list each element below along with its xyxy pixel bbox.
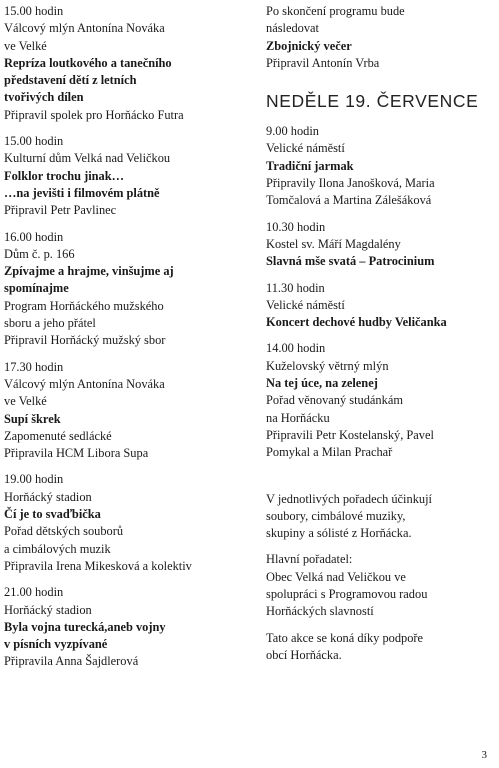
note-organizer <box>266 551 496 620</box>
event-title: Folklor trochu jinak… <box>4 168 125 183</box>
event-note: Po skončení programu bude <box>266 4 405 18</box>
event-organizer: Připravila HCM Libora Supa <box>4 446 149 461</box>
event-place: Horňácký stadion <box>4 602 92 617</box>
event-time: 19.00 hodin <box>4 472 64 487</box>
note-line: soubory, cimbálové muziky, <box>266 508 406 523</box>
event-description: a cimbálových muzik <box>4 541 111 556</box>
event-time: 14.00 hodin <box>266 341 326 356</box>
note-line: skupiny a sólisté z Horňácka. <box>266 526 412 541</box>
event-place: Kulturní dům Velká nad Veličkou <box>4 151 171 166</box>
event-place: ve Velké <box>4 394 47 409</box>
event-place: Horňácký stadion <box>4 489 92 504</box>
event-organizer: Připravila Irena Mikesková a kolektiv <box>4 558 192 573</box>
event-title: v písních vyzpívané <box>4 637 108 652</box>
event-time: 15.00 hodin <box>4 4 64 18</box>
event-2 <box>4 133 259 219</box>
event-organizer: Připravily Ilona Janošková, Maria <box>266 176 435 191</box>
note-performers <box>266 491 496 543</box>
event-time: 9.00 hodin <box>266 124 320 139</box>
event-6 <box>4 584 259 670</box>
event-place: Kostel sv. Máří Magdalény <box>266 236 401 251</box>
event-title: …na jevišti i filmovém plátně <box>4 185 160 200</box>
event-9 <box>266 280 496 332</box>
event-organizer: Připravili Petr Kostelanský, Pavel <box>266 427 434 442</box>
event-title: Slavná mše svatá – Patrocinium <box>266 254 435 269</box>
note-line: V jednotlivých pořadech účinkují <box>266 491 432 506</box>
note-line: Tato akce se koná díky podpoře <box>266 630 424 645</box>
left-column <box>4 3 259 680</box>
note-line: obcí Horňácka. <box>266 647 342 662</box>
event-time: 10.30 hodin <box>266 219 326 234</box>
event-title: Repríza loutkového a tanečního <box>4 55 172 70</box>
event-time: 16.00 hodin <box>4 229 64 244</box>
note-line: Obec Velká nad Veličkou ve <box>266 569 406 584</box>
event-time: 15.00 hodin <box>4 134 64 149</box>
event-description: Pořad věnovaný studánkám <box>266 393 403 408</box>
event-description: na Horňácku <box>266 410 330 425</box>
note-support <box>266 630 496 665</box>
right-column <box>266 3 496 673</box>
event-description: Program Horňáckého mužského <box>4 298 164 313</box>
event-title: Zbojnický večer <box>266 38 352 53</box>
event-time: 21.00 hodin <box>4 585 64 600</box>
event-8 <box>266 219 496 271</box>
event-place: Válcový mlýn Antonína Nováka <box>4 376 165 391</box>
event-1 <box>4 3 259 124</box>
event-organizer: Připravil Horňácký mužský sbor <box>4 333 166 348</box>
event-title: Na tej úce, na zelenej <box>266 376 378 391</box>
event-time: 17.30 hodin <box>4 359 64 374</box>
event-3 <box>4 229 259 350</box>
event-organizer: Připravila Anna Šajdlerová <box>4 654 139 669</box>
spacer <box>266 471 496 491</box>
event-title: Zpívajme a hrajme, vinšujme aj <box>4 264 174 279</box>
event-title: Čí je to svaďbička <box>4 507 101 522</box>
event-title: spomínajme <box>4 281 69 296</box>
event-title: představení dětí z letních <box>4 73 137 88</box>
event-title: tvořivých dílen <box>4 90 84 105</box>
page-number: 3 <box>481 749 487 761</box>
event-place: Dům č. p. 166 <box>4 246 75 261</box>
event-title: Koncert dechové hudby Veličanka <box>266 315 447 330</box>
event-time: 11.30 hodin <box>266 280 325 295</box>
event-7 <box>266 123 496 209</box>
event-place: Velické náměstí <box>266 141 345 156</box>
event-organizer: Připravil spolek pro Horňácko Futra <box>4 107 184 122</box>
event-organizer: Připravil Antonín Vrba <box>266 55 380 70</box>
event-description: Pořad dětských souborů <box>4 524 124 539</box>
event-title: Supí škrek <box>4 411 61 426</box>
event-organizer: Připravil Petr Pavlinec <box>4 203 117 218</box>
event-note: následovat <box>266 21 319 36</box>
event-place: ve Velké <box>4 38 47 53</box>
event-place: Kuželovský větrný mlýn <box>266 358 389 373</box>
event-5 <box>4 471 259 575</box>
event-place: Velické náměstí <box>266 297 345 312</box>
event-place: Válcový mlýn Antonína Nováka <box>4 21 165 36</box>
note-line: Horňáckých slavností <box>266 604 374 619</box>
event-evening-continuation <box>266 3 496 72</box>
event-description: Zapomenuté sedlácké <box>4 428 112 443</box>
event-title: Byla vojna turecká,aneb vojny <box>4 619 166 634</box>
event-10 <box>266 340 496 461</box>
event-4 <box>4 359 259 463</box>
event-organizer: Tomčalová a Martina Zálešáková <box>266 193 432 208</box>
note-line: Hlavní pořadatel: <box>266 552 353 567</box>
day-heading: NEDĚLE 19. ČERVENCE <box>266 91 479 112</box>
event-description: sboru a jeho přátel <box>4 316 96 331</box>
event-title: Tradiční jarmak <box>266 158 354 173</box>
note-line: spolupráci s Programovou radou <box>266 587 428 602</box>
event-organizer: Pomykal a Milan Prachař <box>266 445 393 460</box>
